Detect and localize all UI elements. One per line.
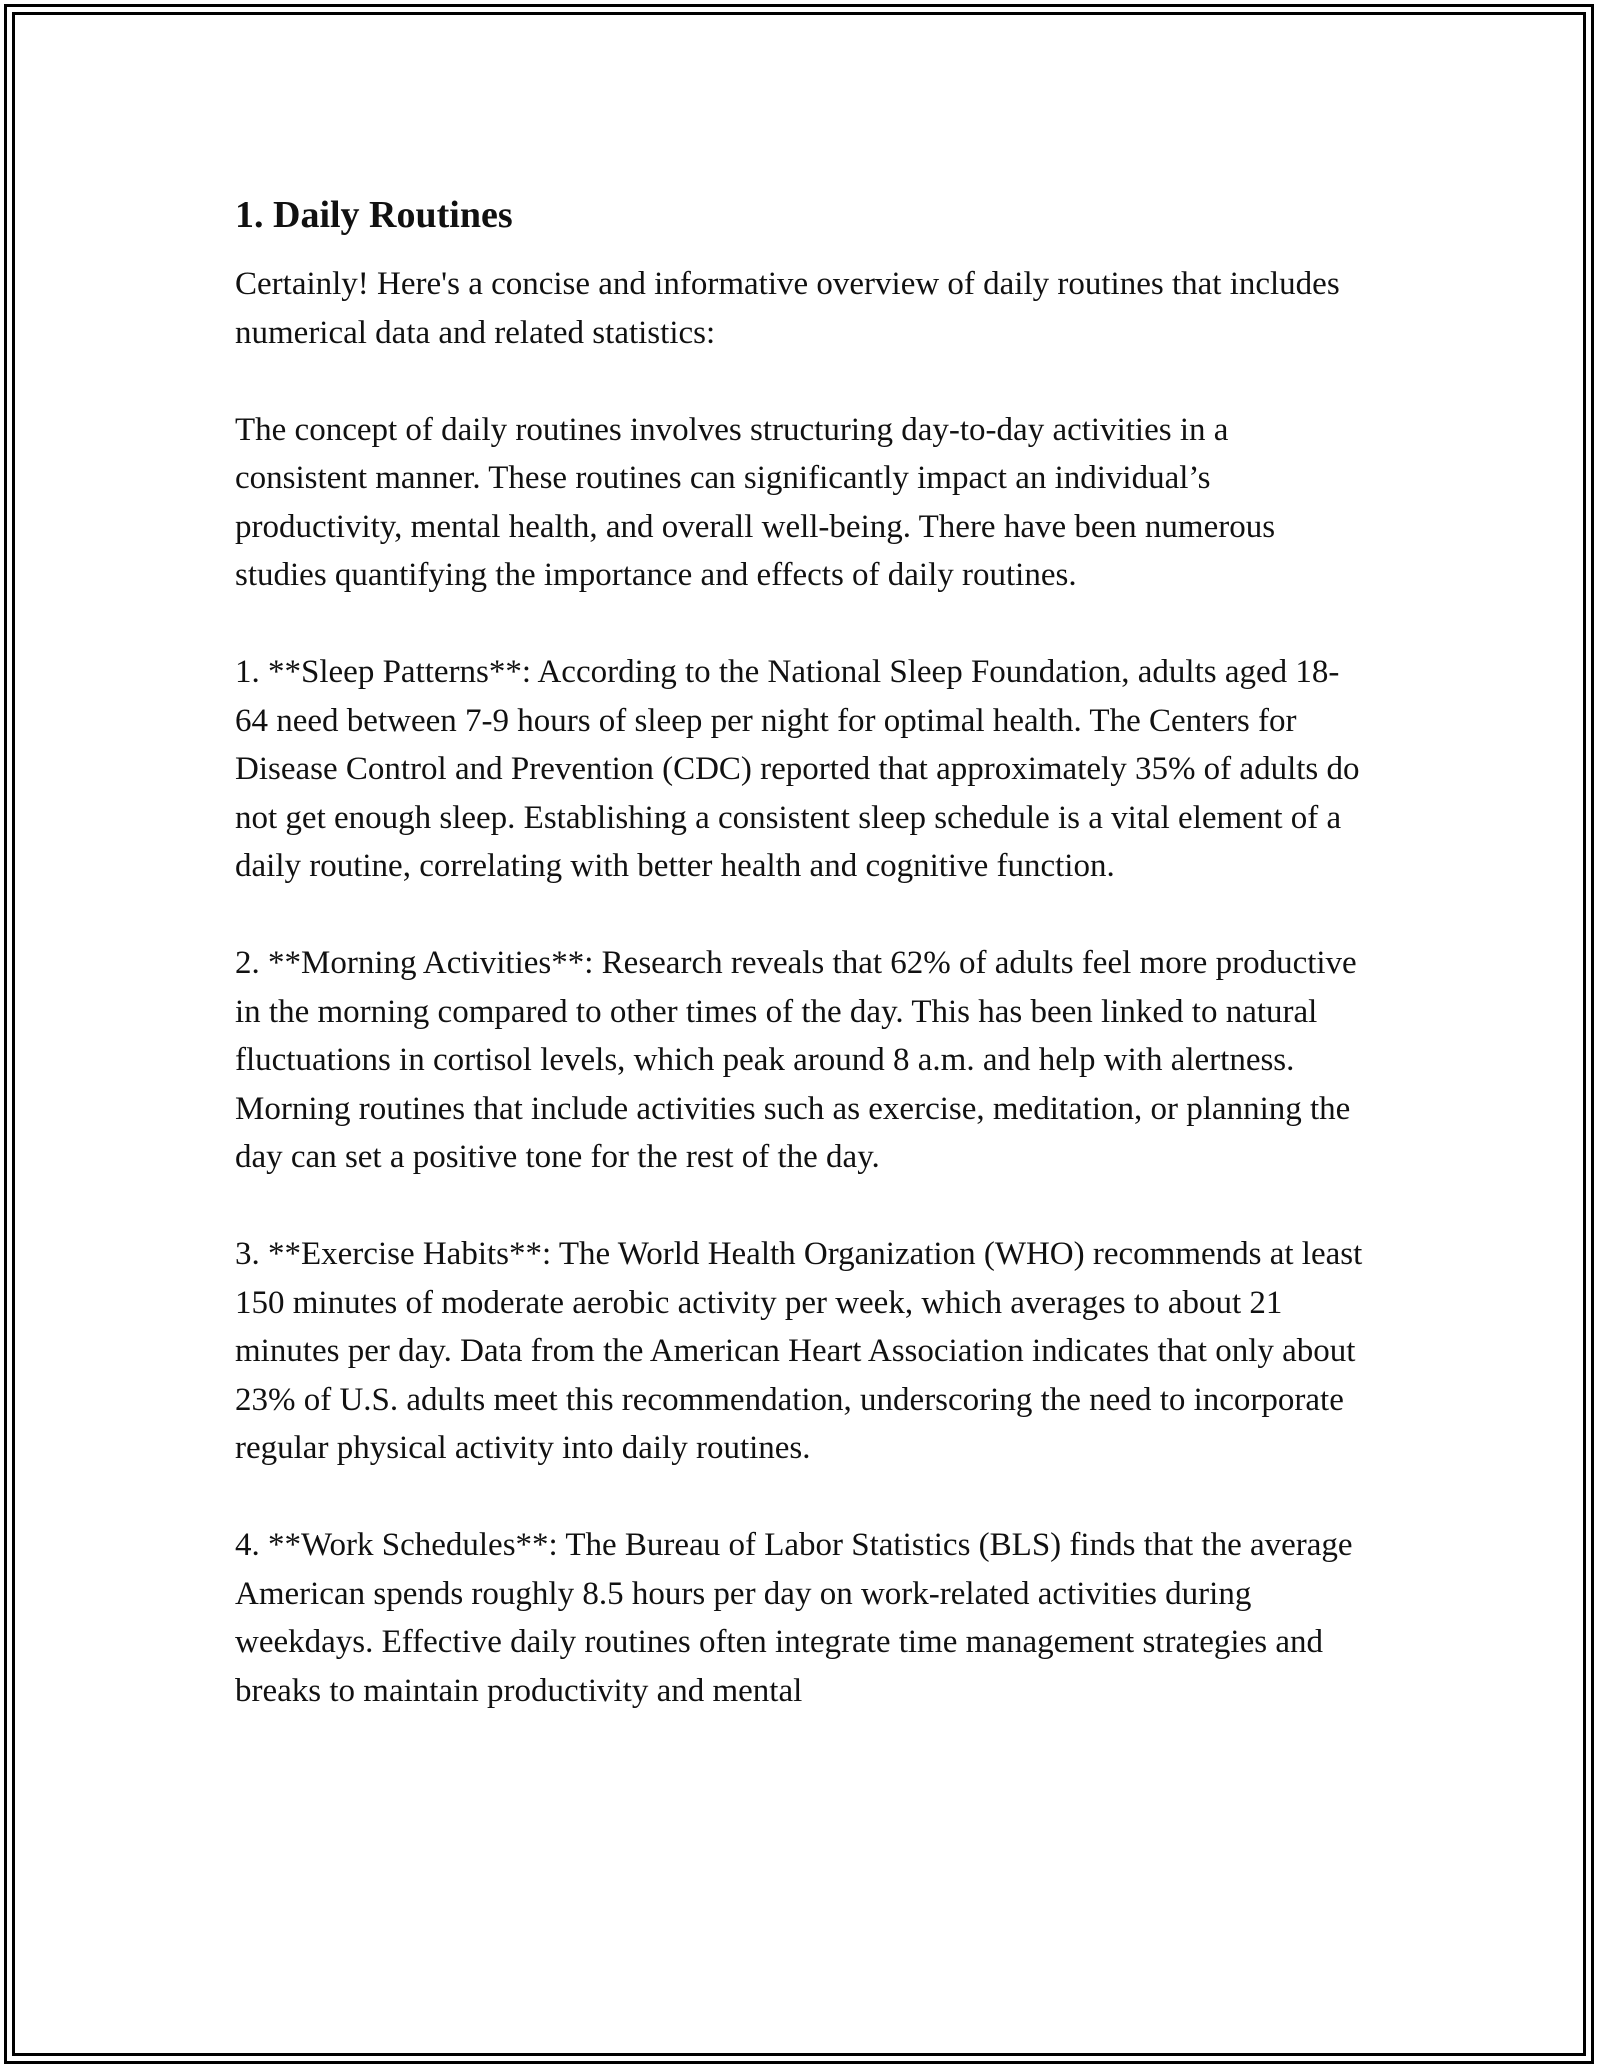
- exercise-habits-paragraph: 3. **Exercise Habits**: The World Health Organization (WHO) recommends at least 150 minutes of moderate aerobic activity per week, which averages to about 21 minutes per day. Data from the American Heart Association indicates that only about 23% of U.S. adults meet this recommendation, underscoring the need to incorporate regular physical activity into daily routines.: [235, 1236, 1363, 1466]
- overview-paragraph: The concept of daily routines involves structuring day-to-day activities in a consistent manner. These routines can significantly impact an individual’s productivity, mental health, and overall well-being. There have been numerous studies quantifying the importance and effects of daily routines.: [235, 411, 1276, 593]
- section-heading: 1. Daily Routines: [235, 194, 513, 236]
- intro-paragraph: Certainly! Here's a concise and informative overview of daily routines that includes numerical data and related statistics:: [235, 266, 1340, 351]
- sleep-patterns-paragraph: 1. **Sleep Patterns**: According to the National Sleep Foundation, adults aged 18-64 need between 7-9 hours of sleep per night for optimal health. The Centers for Disease Control and Prevention (CDC) reported that approximately 35% of adults do not get enough sleep. Establishing a consistent sleep schedule is a vital element of a daily routine, correlating with better health and cognitive function.: [235, 654, 1360, 884]
- morning-activities-paragraph: 2. **Morning Activities**: Research reveals that 62% of adults feel more productive in the morning compared to other times of the day. This has been linked to natural fluctuations in cortisol levels, which peak around 8 a.m. and help with alertness. Morning routines that include activities such as exercise, meditation, or planning the day can set a positive tone for the rest of the day.: [235, 945, 1357, 1175]
- document-body: [235, 190, 1365, 1715]
- work-schedules-paragraph: 4. **Work Schedules**: The Bureau of Labor Statistics (BLS) finds that the average American spends roughly 8.5 hours per day on work-related activities during weekdays. Effective daily routines often integrate time management strategies and breaks to maintain productivity and mental: [235, 1527, 1353, 1709]
